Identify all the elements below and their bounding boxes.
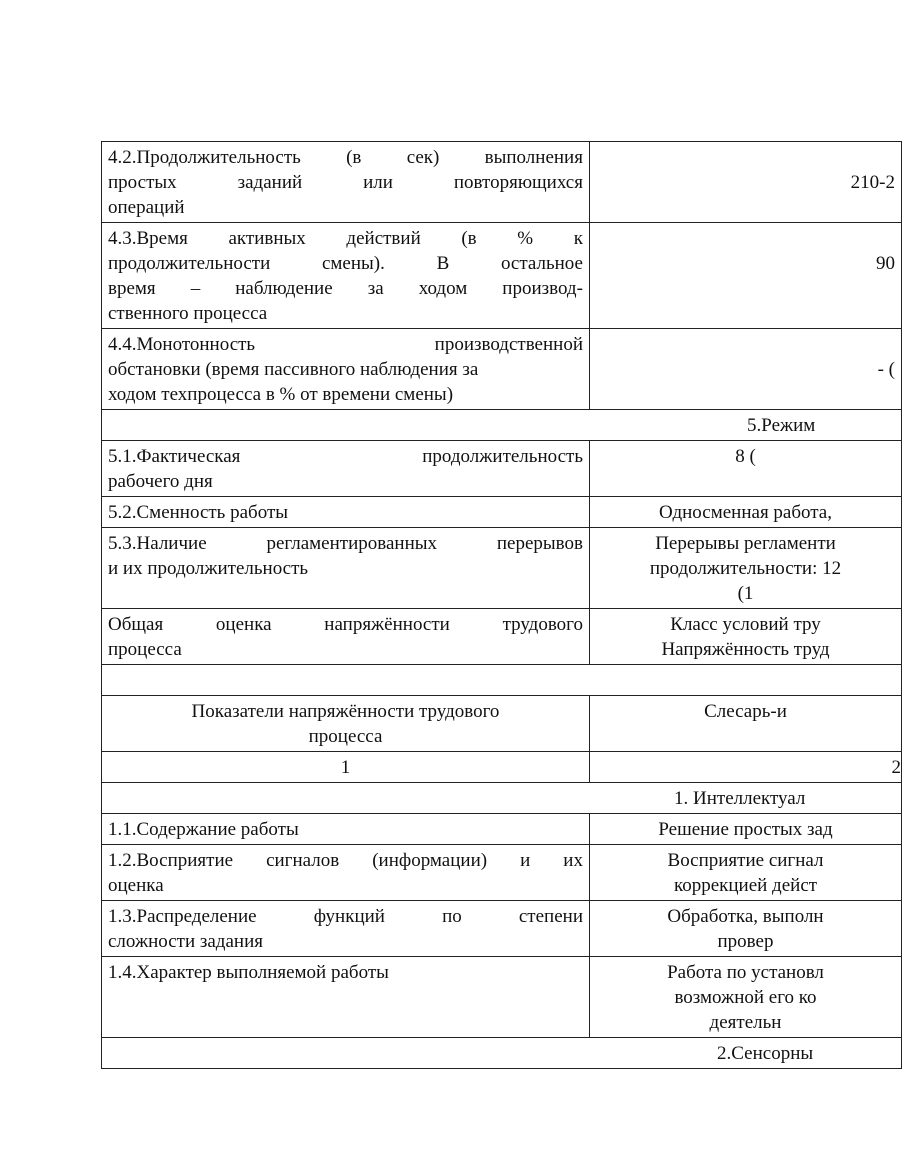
word: 5.3.Наличие xyxy=(108,533,207,554)
section-1-row-title: 1. Интеллектуал xyxy=(674,788,806,809)
word: активных xyxy=(228,228,306,249)
word: смены). xyxy=(321,253,385,274)
indicator-cell xyxy=(102,329,590,410)
value-line: Односменная работа, xyxy=(659,502,832,523)
word: степени xyxy=(518,906,583,927)
word: продолжительность xyxy=(422,446,583,467)
header-line: процесса xyxy=(308,726,383,747)
value-cell xyxy=(590,223,902,329)
indicator-cell xyxy=(102,901,590,957)
value-cell xyxy=(590,497,902,528)
indicator-line xyxy=(108,145,583,170)
indicator-cell xyxy=(102,223,590,329)
indicator-line xyxy=(108,444,583,469)
indicator-line: оценка xyxy=(108,875,164,896)
value-cell xyxy=(590,814,902,845)
table-row xyxy=(102,957,902,1038)
section-2-row-cell xyxy=(102,1038,902,1069)
word: функций xyxy=(313,906,385,927)
word: за xyxy=(367,278,384,299)
indicator-line xyxy=(108,904,583,929)
table-row xyxy=(102,901,902,957)
column-number-2: 2 xyxy=(590,752,902,783)
indicator-line: ственного процесса xyxy=(108,303,268,324)
word: простых xyxy=(108,172,177,193)
value-line: Класс условий тру xyxy=(670,614,821,635)
table-row xyxy=(102,528,902,609)
word: ходом xyxy=(418,278,468,299)
value-line: 90 xyxy=(876,253,895,274)
word: 1.2.Восприятие xyxy=(108,850,234,871)
value-line: провер xyxy=(717,931,774,952)
section-5-row-title: 5.Режим xyxy=(747,415,816,436)
word: трудового xyxy=(502,614,583,635)
value-cell xyxy=(590,329,902,410)
word: 4.4.Монотонность xyxy=(108,334,256,355)
indicator-cell xyxy=(102,497,590,528)
value-line: коррекцией дейст xyxy=(673,875,818,896)
word: (в xyxy=(346,147,362,168)
indicator-cell xyxy=(102,957,590,1038)
section-2-row-title: 2.Сенсорны xyxy=(717,1043,814,1064)
word: (информации) xyxy=(372,850,488,871)
value-cell xyxy=(590,957,902,1038)
header-indicators xyxy=(102,696,590,752)
value-line: Перерывы регламенти xyxy=(655,533,836,554)
header-profession: Слесарь-и xyxy=(590,696,902,752)
value-line: Работа по установл xyxy=(667,962,824,983)
word: В xyxy=(436,253,450,274)
indicator-line xyxy=(108,226,583,251)
word: – xyxy=(190,278,201,299)
spacer xyxy=(596,226,895,251)
value-line: Обработка, выполн xyxy=(667,906,824,927)
indicator-line xyxy=(108,170,583,195)
indicator-line xyxy=(108,332,583,357)
table-row xyxy=(102,441,902,497)
value-cell xyxy=(590,901,902,957)
spacer xyxy=(596,195,895,220)
word: их xyxy=(563,850,583,871)
table-row xyxy=(102,814,902,845)
value-line: продолжительности: 12 xyxy=(649,558,842,579)
indicator-line: ходом техпроцесса в % от времени смены) xyxy=(108,384,454,405)
indicator-line xyxy=(108,251,583,276)
section-1-row-cell xyxy=(102,783,902,814)
indicator-cell xyxy=(102,142,590,223)
indicator-line: операций xyxy=(108,197,185,218)
header-line: Показатели напряжённости трудового xyxy=(191,701,500,722)
word: по xyxy=(442,906,462,927)
word: действий xyxy=(346,228,421,249)
column-number-row xyxy=(102,752,902,783)
spacer xyxy=(596,145,895,170)
word: напряжённости xyxy=(324,614,450,635)
labor-intensity-table xyxy=(101,141,902,1069)
indicator-line: рабочего дня xyxy=(108,471,213,492)
word: оценка xyxy=(215,614,272,635)
word: (в xyxy=(461,228,477,249)
indicator-line: 5.2.Сменность работы xyxy=(108,502,289,523)
header-row xyxy=(102,696,902,752)
word: сигналов xyxy=(266,850,340,871)
section-1-row xyxy=(102,783,902,814)
value-line: Напряжённость труд xyxy=(661,639,830,660)
indicator-line xyxy=(108,612,583,637)
spacer xyxy=(596,301,895,326)
section-2-row xyxy=(102,1038,902,1069)
word: или xyxy=(363,172,393,193)
indicator-line: процесса xyxy=(108,639,182,660)
word: 1.3.Распределение xyxy=(108,906,257,927)
empty-row xyxy=(102,665,902,696)
indicator-cell xyxy=(102,814,590,845)
indicator-cell xyxy=(102,441,590,497)
word: Общая xyxy=(108,614,164,635)
empty-cell xyxy=(102,665,902,696)
indicator-line xyxy=(108,848,583,873)
table-row xyxy=(102,142,902,223)
word: производственной xyxy=(434,334,583,355)
word: производ- xyxy=(502,278,583,299)
word: 4.2.Продолжительность xyxy=(108,147,301,168)
word: 5.1.Фактическая xyxy=(108,446,241,467)
spacer xyxy=(596,332,895,357)
value-cell xyxy=(590,142,902,223)
word: к xyxy=(573,228,583,249)
word: 4.3.Время xyxy=(108,228,188,249)
word: время xyxy=(108,278,156,299)
value-cell xyxy=(590,609,902,665)
word: наблюдение xyxy=(235,278,333,299)
value-line: Решение простых зад xyxy=(658,819,833,840)
value-line: - ( xyxy=(877,359,895,380)
table-row xyxy=(102,329,902,410)
value-line: (1 xyxy=(737,583,754,604)
word: регламентированных xyxy=(266,533,438,554)
indicator-line xyxy=(108,276,583,301)
indicator-cell xyxy=(102,528,590,609)
word: продолжительности xyxy=(108,253,271,274)
indicator-line: и их продолжительность xyxy=(108,558,309,579)
table-row xyxy=(102,497,902,528)
value-line: деятельн xyxy=(709,1012,782,1033)
indicator-line: 1.1.Содержание работы xyxy=(108,819,299,840)
table-row xyxy=(102,223,902,329)
column-number-1: 1 xyxy=(102,752,590,783)
value-line: Восприятие сигнал xyxy=(667,850,824,871)
value-cell xyxy=(590,441,902,497)
section-5-row xyxy=(102,410,902,441)
value-line: 210-2 xyxy=(850,172,895,193)
indicator-line: 1.4.Характер выполняемой работы xyxy=(108,962,389,983)
indicator-line: сложности задания xyxy=(108,931,263,952)
table-row xyxy=(102,845,902,901)
value-cell xyxy=(590,845,902,901)
indicator-cell xyxy=(102,609,590,665)
value-line: 8 ( xyxy=(735,446,756,467)
word: % xyxy=(517,228,534,249)
indicator-cell xyxy=(102,845,590,901)
word: и xyxy=(520,850,531,871)
spacer xyxy=(596,382,895,407)
word: сек) xyxy=(406,147,440,168)
word: заданий xyxy=(237,172,303,193)
word: перерывов xyxy=(496,533,583,554)
word: остальное xyxy=(500,253,583,274)
word: выполнения xyxy=(484,147,583,168)
indicator-line: обстановки (время пассивного наблюдения за xyxy=(108,359,479,380)
spacer xyxy=(596,276,895,301)
table-row xyxy=(102,609,902,665)
section-5-row-cell xyxy=(102,410,902,441)
value-line: возможной его ко xyxy=(674,987,817,1008)
value-cell xyxy=(590,528,902,609)
table-body xyxy=(102,142,902,1069)
word: повторяющихся xyxy=(453,172,583,193)
indicator-line xyxy=(108,531,583,556)
